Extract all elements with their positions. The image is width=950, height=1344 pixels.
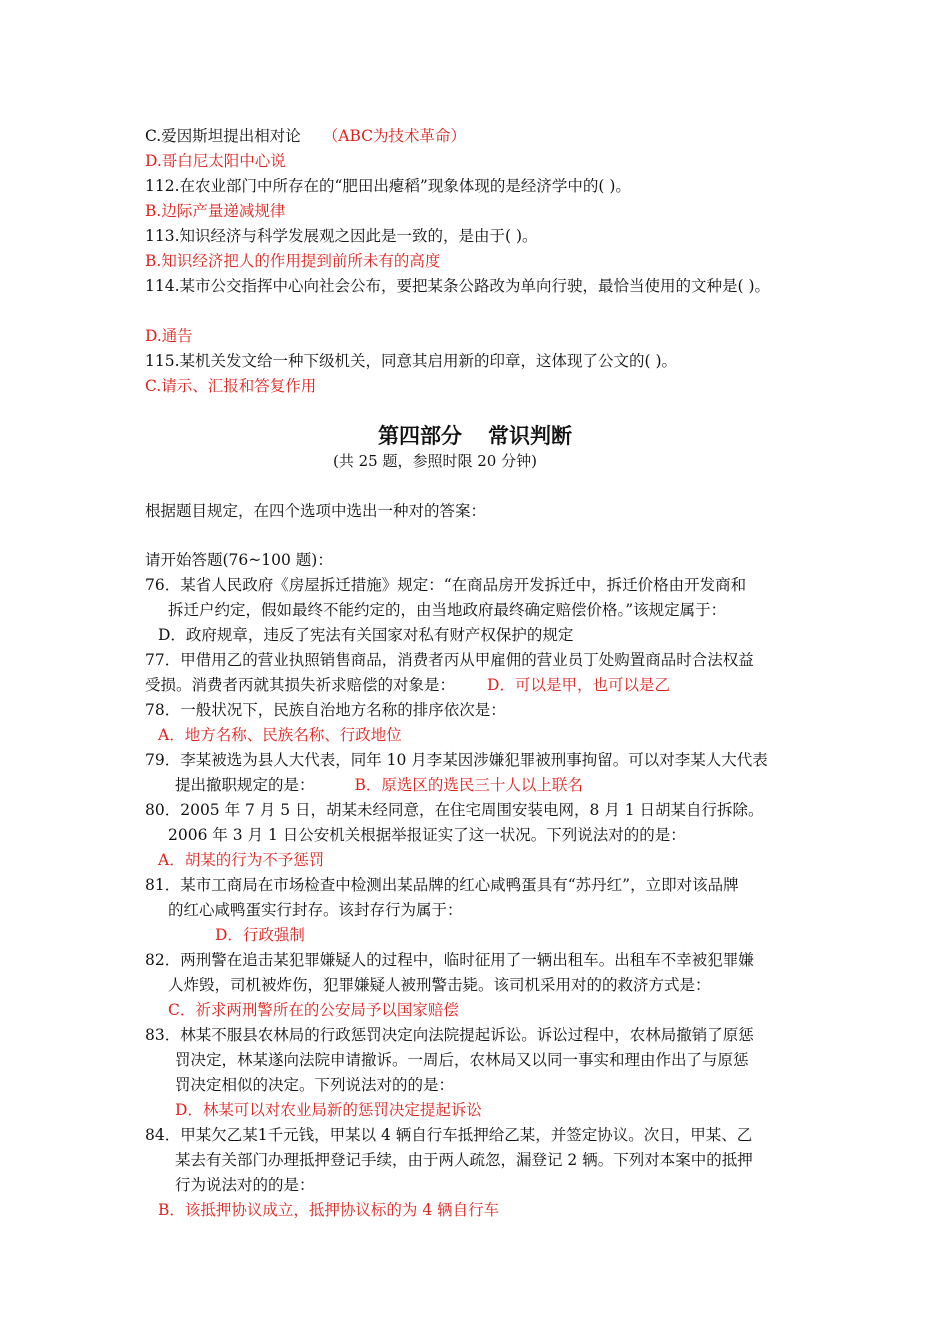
answer-line: D.哥白尼太阳中心说 (145, 152, 286, 170)
instruction: 根据题目规定，在四个选项中选出一种对的答案： (145, 502, 487, 520)
answer-115: C.请示、汇报和答复作用 (145, 377, 317, 395)
answer-113: B.知识经济把人的作用提到前所未有的高度 (145, 252, 441, 270)
question-79-cont: 提出撤职规定的是： B．原选区的选民三十人以上联名 (175, 776, 583, 794)
question-112: 112.在农业部门中所存在的“肥田出瘪稻”现象体现的是经济学中的( )。 (145, 177, 631, 195)
question-114: 114.某市公交指挥中心向社会公布，要把某条公路改为单向行驶，最恰当使用的文种是( )。 (145, 277, 771, 295)
question-81-cont: 的红心咸鸭蛋实行封存。该封存行为属于： (168, 901, 463, 919)
option-line: C.爱因斯坦提出相对论 （ABC为技术革命） (145, 127, 466, 145)
question-82-cont: 人炸毁，司机被炸伤，犯罪嫌疑人被刑警击毙。该司机采用对的的救济方式是： (168, 976, 711, 994)
question-83-cont: 罚决定，林某遂向法院申请撤诉。一周后，农林局又以同一事实和理由作出了与原惩 (175, 1051, 749, 1069)
answer-83: D．林某可以对农业局新的惩罚决定提起诉讼 (175, 1101, 482, 1119)
question-83-cont2: 罚决定相似的决定。下列说法对的的是： (175, 1076, 455, 1094)
answer-81: D．行政强制 (215, 926, 305, 944)
question-78: 78．一般状况下，民族自治地方名称的排序依次是： (145, 701, 506, 719)
question-113: 113.知识经济与科学发展观之因此是一致的，是由于( )。 (145, 227, 538, 245)
answer-82: C．祈求两刑警所在的公安局予以国家赔偿 (168, 1001, 459, 1019)
answer-114: D.通告 (145, 327, 193, 345)
question-77: 77．甲借用乙的营业执照销售商品，消费者丙从甲雇佣的营业员丁处购置商品时合法权益 (145, 651, 754, 669)
question-84: 84．甲某欠乙某1千元钱，甲某以 4 辆自行车抵押给乙某，并签定协议。次日，甲某、乙 (145, 1126, 753, 1144)
answer-77: D．可以是甲，也可以是乙 (487, 676, 670, 694)
question-83: 83．林某不服县农林局的行政惩罚决定向法院提起诉讼。诉讼过程中，农林局撤销了原惩 (145, 1026, 754, 1044)
question-82: 82．两刑警在追击某犯罪嫌疑人的过程中，临时征用了一辆出租车。出租车不幸被犯罪嫌 (145, 951, 754, 969)
answer-78: A．地方名称、民族名称、行政地位 (158, 726, 402, 744)
section-title: 第四部分 常识判断 (378, 423, 572, 448)
question-80-cont: 2006 年 3 月 1 日公安机关根据举报证实了这一状况。下列说法对的的是： (168, 826, 686, 844)
question-81: 81．某市工商局在市场检查中检测出某品牌的红心咸鸭蛋具有“苏丹红”，立即对该品牌 (145, 876, 739, 894)
answer-80: A．胡某的行为不予惩罚 (158, 851, 325, 869)
question-77-cont: 受损。消费者丙就其损失祈求赔偿的对象是： D．可以是甲，也可以是乙 (145, 676, 670, 694)
question-76-cont: 拆迁户约定，假如最终不能约定的，由当地政府最终确定赔偿价格。”该规定属于： (168, 601, 727, 619)
section-subtitle: (共 25 题，参照时限 20 分钟) (333, 452, 537, 470)
answer-76: D．政府规章，违反了宪法有关国家对私有财产权保护的规定 (158, 626, 574, 644)
answer-84: B．该抵押协议成立，抵押协议标的为 4 辆自行车 (158, 1201, 500, 1219)
question-79: 79．李某被选为县人大代表，同年 10 月李某因涉嫌犯罪被刑事拘留。可以对李某人大代表 (145, 751, 768, 769)
question-84-cont2: 行为说法对的的是： (175, 1176, 315, 1194)
question-115: 115.某机关发文给一种下级机关，同意其启用新的印章，这体现了公文的( )。 (145, 352, 678, 370)
answer-112: B.边际产量递减规律 (145, 202, 286, 220)
question-76: 76．某省人民政府《房屋拆迁措施》规定：“在商品房开发拆迁中，拆迁价格由开发商和 (145, 576, 747, 594)
start-prompt: 请开始答题(76~100 题)： (145, 551, 333, 569)
answer-note: （ABC为技术革命） (322, 127, 466, 145)
question-80: 80．2005 年 7 月 5 日，胡某未经同意，在住宅周围安装电网，8 月 1 日胡某自行拆除。 (145, 801, 764, 819)
question-84-cont: 某去有关部门办理抵押登记手续，由于两人疏忽，漏登记 2 辆。下列对本案中的抵押 (175, 1151, 753, 1169)
answer-79: B．原选区的选民三十人以上联名 (354, 776, 583, 794)
